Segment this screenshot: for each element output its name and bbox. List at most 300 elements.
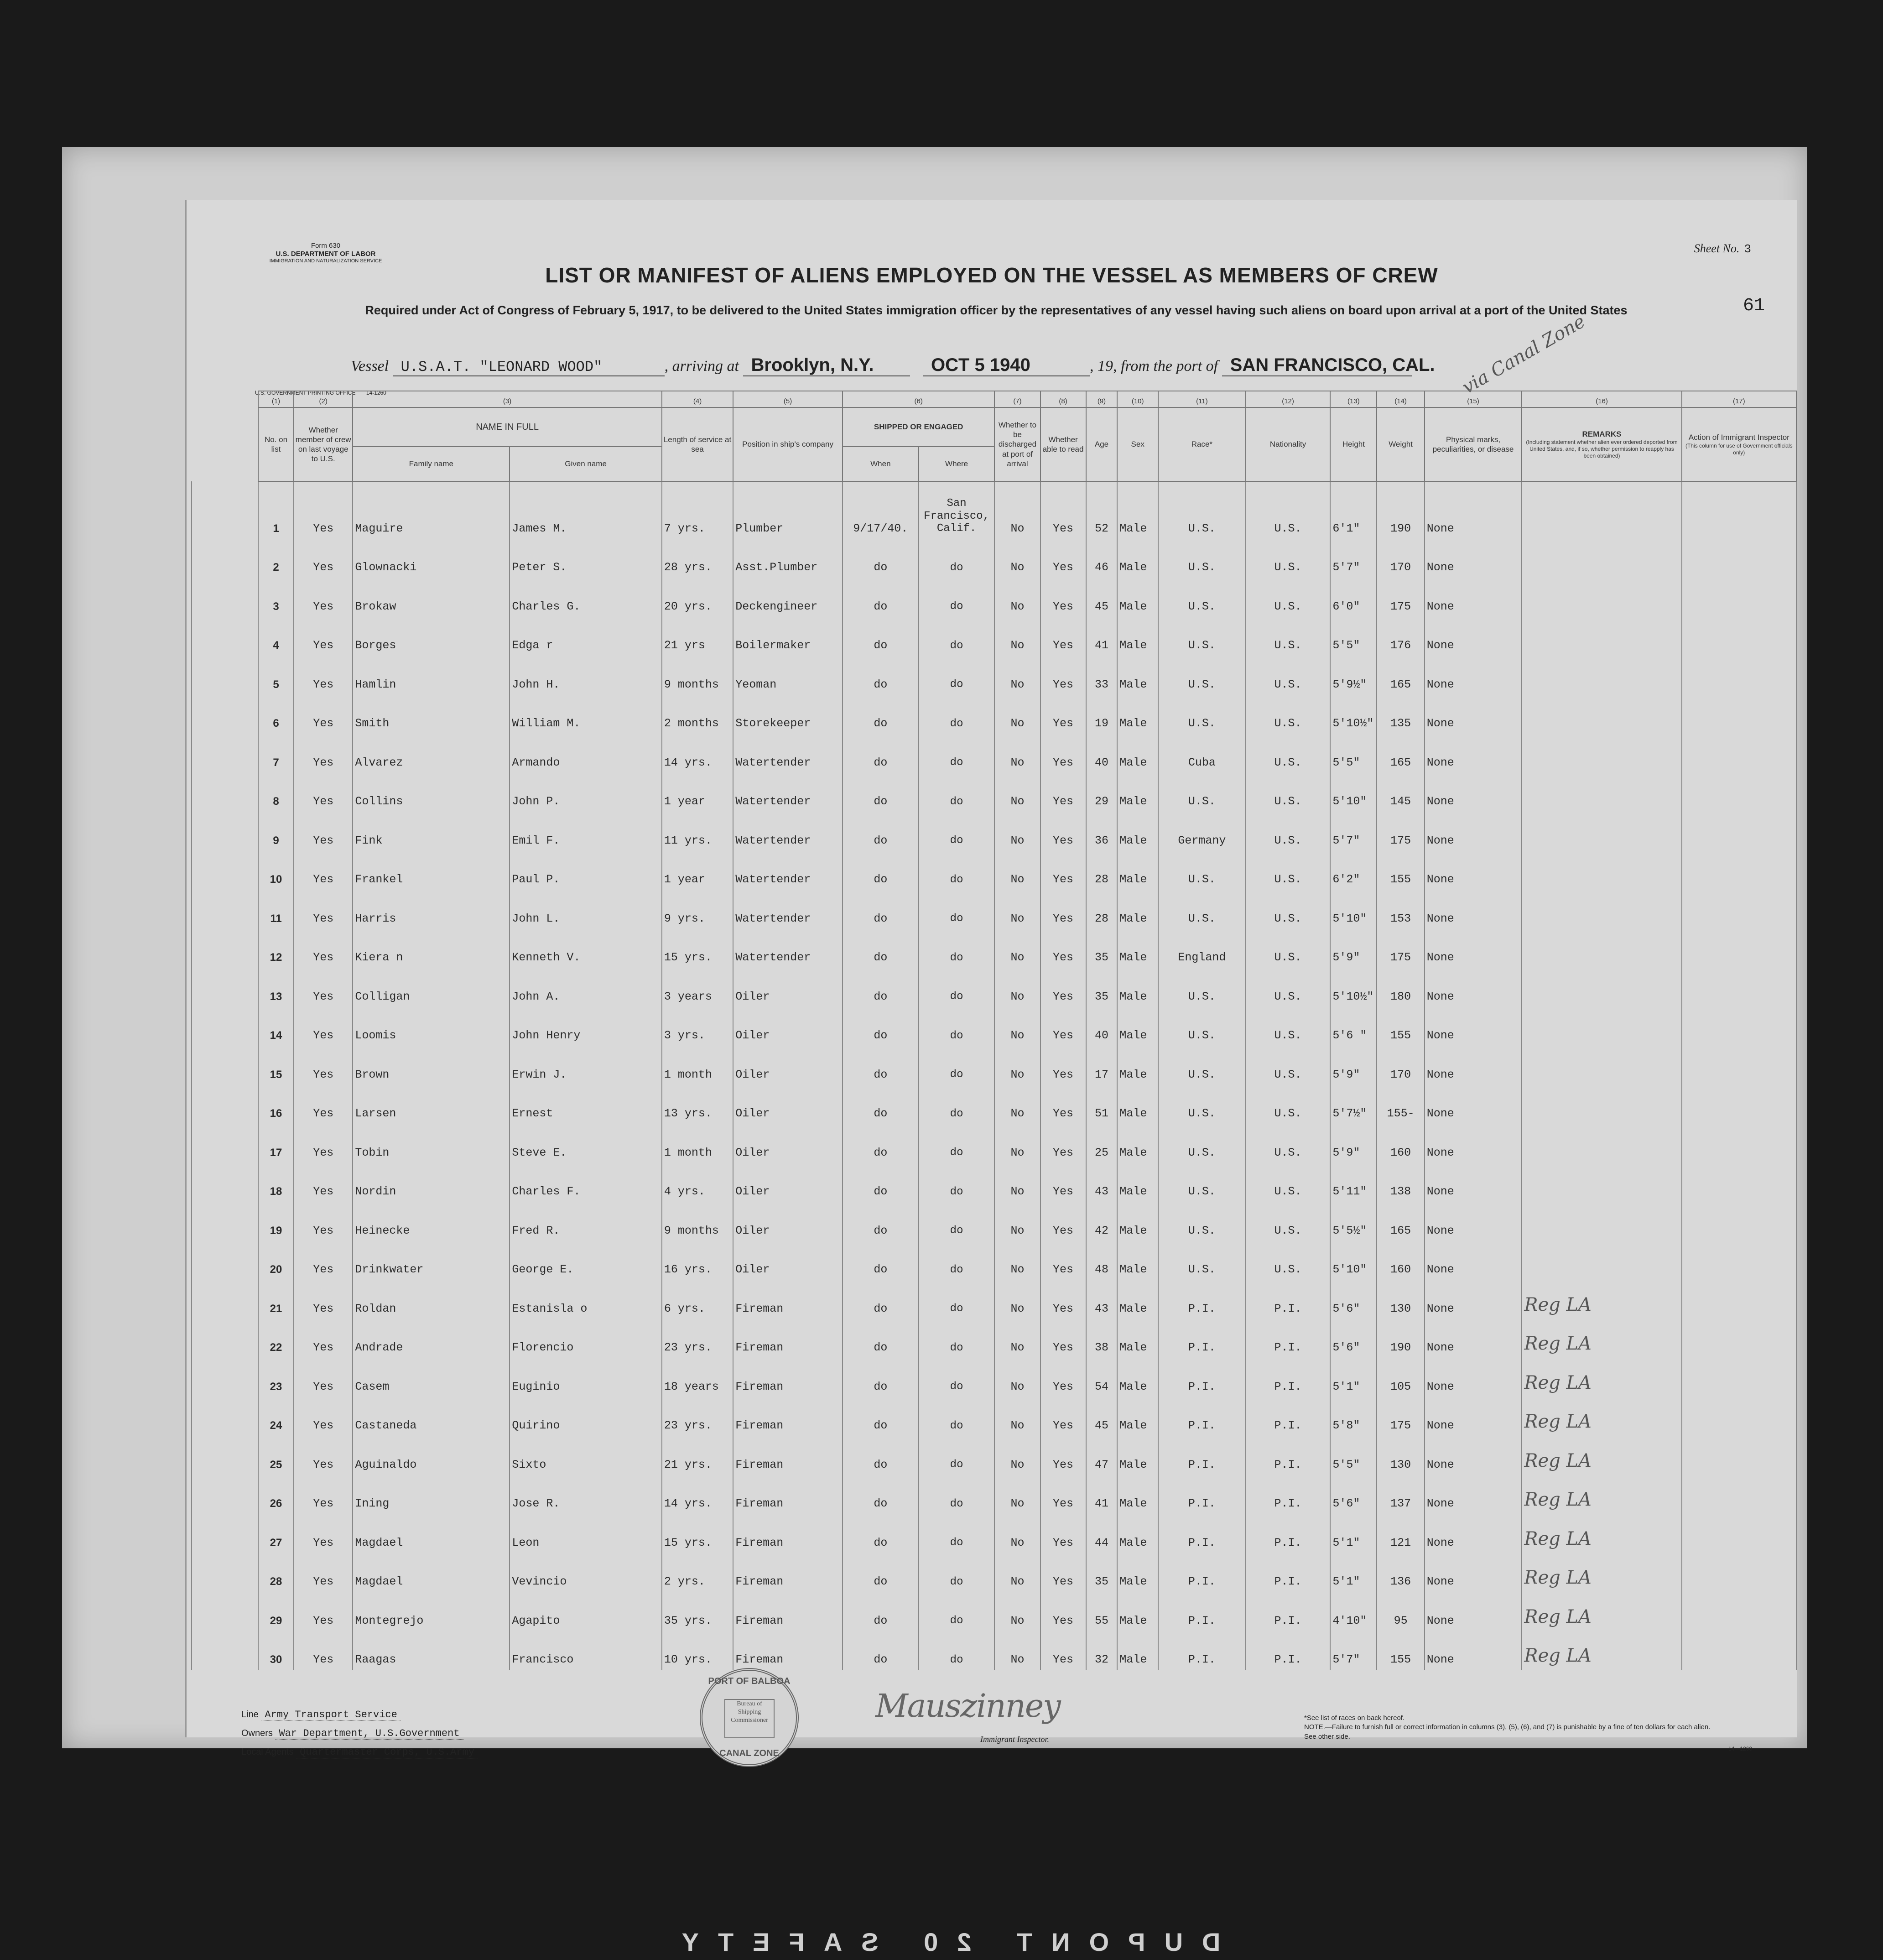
physical-marks-cell: None (1425, 656, 1522, 695)
crew-no-cell: 9 (258, 812, 294, 851)
family-name-cell: Aguinaldo (353, 1436, 510, 1475)
remarks-cell (1522, 1202, 1681, 1241)
sex-cell: Male (1117, 695, 1158, 734)
service-length-cell: 14 yrs. (662, 1475, 733, 1514)
age-cell: 55 (1086, 1592, 1118, 1631)
crew-last-voyage-cell: Yes (294, 1397, 353, 1436)
service-length-cell: 11 yrs. (662, 812, 733, 851)
weight-cell: 165 (1377, 1202, 1424, 1241)
discharge-cell: No (994, 929, 1040, 968)
race-cell: U.S. (1158, 1241, 1246, 1280)
height-cell: 5'10" (1330, 890, 1377, 929)
margin-cell (192, 968, 258, 1007)
crew-no-cell: 19 (258, 1202, 294, 1241)
port-seal-stamp: PORT OF BALBOA Bureau of Shipping Commissioner CANAL ZONE (700, 1668, 799, 1767)
margin-cell (192, 929, 258, 968)
margin-cell (192, 539, 258, 578)
physical-marks-cell: None (1425, 1436, 1522, 1475)
remarks-cell (1522, 617, 1681, 656)
race-cell: P.I. (1158, 1592, 1246, 1631)
crew-no-cell: 2 (258, 539, 294, 578)
family-name-cell: Colligan (353, 968, 510, 1007)
crew-last-voyage-cell: Yes (294, 890, 353, 929)
sex-cell: Male (1117, 1319, 1158, 1358)
able-to-read-cell: Yes (1040, 890, 1086, 929)
discharge-cell: No (994, 1436, 1040, 1475)
able-to-read-cell: Yes (1040, 1241, 1086, 1280)
sex-cell: Male (1117, 851, 1158, 890)
height-cell: 5'6" (1330, 1280, 1377, 1319)
discharge-cell: No (994, 1202, 1040, 1241)
able-to-read-cell: Yes (1040, 1592, 1086, 1631)
crew-last-voyage-cell: Yes (294, 812, 353, 851)
race-cell: P.I. (1158, 1280, 1246, 1319)
discharge-cell: No (994, 1358, 1040, 1397)
shipped-when-cell: do (843, 812, 919, 851)
shipped-where-cell: do (919, 1163, 995, 1202)
crew-no-cell: 26 (258, 1475, 294, 1514)
age-cell: 45 (1086, 1397, 1118, 1436)
position-cell: Fireman (733, 1358, 843, 1397)
remarks-cell (1522, 734, 1681, 773)
weight-cell: 136 (1377, 1553, 1424, 1592)
shipped-where-cell: do (919, 617, 995, 656)
able-to-read-cell: Yes (1040, 656, 1086, 695)
remarks-cell: Reg LA (1522, 1592, 1681, 1631)
race-cell: U.S. (1158, 1085, 1246, 1124)
col-discharge: Whether to be discharged at port of arrival (994, 407, 1040, 481)
margin-cell (192, 734, 258, 773)
nationality-cell: P.I. (1246, 1475, 1331, 1514)
vessel-name: U.S.A.T. "LEONARD WOOD" (393, 359, 665, 376)
family-name-cell: Raagas (353, 1631, 510, 1670)
position-cell: Watertender (733, 734, 843, 773)
age-cell: 40 (1086, 1007, 1118, 1046)
margin-cell (192, 1241, 258, 1280)
crew-last-voyage-cell: Yes (294, 968, 353, 1007)
family-name-cell: Casem (353, 1358, 510, 1397)
family-name-cell: Nordin (353, 1163, 510, 1202)
position-cell: Boilermaker (733, 617, 843, 656)
physical-marks-cell: None (1425, 1358, 1522, 1397)
shipped-where-cell: do (919, 1358, 995, 1397)
remarks-cell (1522, 695, 1681, 734)
age-cell: 33 (1086, 656, 1118, 695)
physical-marks-cell: None (1425, 1592, 1522, 1631)
margin-cell (192, 497, 258, 539)
inspector-action-cell (1682, 812, 1796, 851)
shipped-where-cell: do (919, 1280, 995, 1319)
margin-cell (192, 1007, 258, 1046)
position-cell: Oiler (733, 1085, 843, 1124)
remarks-cell (1522, 656, 1681, 695)
remarks-cell: Reg LA (1522, 1436, 1681, 1475)
discharge-cell: No (994, 1397, 1040, 1436)
crew-no-cell: 13 (258, 968, 294, 1007)
crew-row (192, 1631, 1796, 1670)
manifest-form (185, 200, 1797, 1758)
col-inspector-action: Action of Immigrant Inspector (This column for use of Government officials only) (1682, 407, 1796, 481)
given-name-cell: Quirino (510, 1397, 662, 1436)
given-name-cell: John L. (510, 890, 662, 929)
nationality-cell: P.I. (1246, 1319, 1331, 1358)
remarks-cell: Reg LA (1522, 1280, 1681, 1319)
shipped-when-cell: do (843, 617, 919, 656)
weight-cell: 121 (1377, 1514, 1424, 1553)
shipped-when-cell: do (843, 773, 919, 812)
age-cell: 28 (1086, 851, 1118, 890)
race-cell: U.S. (1158, 1124, 1246, 1163)
footnote: *See list of races on back hereof. NOTE.—Failure to furnish full or correct information in columns (3), (5), (6), and (7) is punishable by a fine of ten dollars for each alien. See other side. (1304, 1714, 1711, 1741)
inspector-action-cell (1682, 890, 1796, 929)
col-read: Whether able to read (1040, 407, 1086, 481)
height-cell: 5'10" (1330, 1241, 1377, 1280)
service-length-cell: 35 yrs. (662, 1592, 733, 1631)
given-name-cell: Kenneth V. (510, 929, 662, 968)
remarks-cell (1522, 1007, 1681, 1046)
nationality-cell: U.S. (1246, 851, 1331, 890)
shipped-when-cell: do (843, 1475, 919, 1514)
shipped-where-cell: San Francisco, Calif. (919, 497, 995, 539)
crew-row (192, 578, 1796, 617)
sex-cell: Male (1117, 1241, 1158, 1280)
col-where: Where (919, 447, 995, 481)
age-cell: 36 (1086, 812, 1118, 851)
service-length-cell: 1 month (662, 1046, 733, 1085)
able-to-read-cell: Yes (1040, 578, 1086, 617)
height-cell: 5'5½" (1330, 1202, 1377, 1241)
crew-last-voyage-cell: Yes (294, 1631, 353, 1670)
margin-cell (192, 1514, 258, 1553)
age-cell: 25 (1086, 1124, 1118, 1163)
age-cell: 19 (1086, 695, 1118, 734)
remarks-cell: Reg LA (1522, 1358, 1681, 1397)
crew-no-cell: 17 (258, 1124, 294, 1163)
service-length-cell: 2 yrs. (662, 1553, 733, 1592)
discharge-cell: No (994, 1475, 1040, 1514)
position-cell: Oiler (733, 1202, 843, 1241)
crew-last-voyage-cell: Yes (294, 1319, 353, 1358)
given-name-cell: Armando (510, 734, 662, 773)
crew-last-voyage-cell: Yes (294, 1163, 353, 1202)
shipped-where-cell: do (919, 539, 995, 578)
col-age: Age (1086, 407, 1118, 481)
nationality-cell: P.I. (1246, 1631, 1331, 1670)
given-name-cell: Emil F. (510, 812, 662, 851)
crew-no-cell: 21 (258, 1280, 294, 1319)
margin-cell (192, 1319, 258, 1358)
shipped-when-cell: do (843, 578, 919, 617)
height-cell: 5'11" (1330, 1163, 1377, 1202)
able-to-read-cell: Yes (1040, 1514, 1086, 1553)
height-cell: 5'6 " (1330, 1007, 1377, 1046)
position-cell: Watertender (733, 773, 843, 812)
given-name-cell: Francisco (510, 1631, 662, 1670)
sex-cell: Male (1117, 1007, 1158, 1046)
sex-cell: Male (1117, 1592, 1158, 1631)
crew-last-voyage-cell: Yes (294, 734, 353, 773)
given-name-cell: Steve E. (510, 1124, 662, 1163)
sex-cell: Male (1117, 1631, 1158, 1670)
inspector-label: Immigrant Inspector. (980, 1735, 1049, 1744)
nationality-cell: P.I. (1246, 1358, 1331, 1397)
height-cell: 5'9½" (1330, 656, 1377, 695)
col-remarks: REMARKS (Including statement whether alien ever ordered deported from United States, and, if so, whether permission to reapply has been obtained) (1522, 407, 1681, 481)
given-name-cell: Euginio (510, 1358, 662, 1397)
service-length-cell: 1 year (662, 851, 733, 890)
margin-cell (192, 1163, 258, 1202)
height-cell: 5'5" (1330, 734, 1377, 773)
crew-last-voyage-cell: Yes (294, 851, 353, 890)
able-to-read-cell: Yes (1040, 1202, 1086, 1241)
position-cell: Oiler (733, 1124, 843, 1163)
shipped-when-cell: do (843, 695, 919, 734)
able-to-read-cell: Yes (1040, 773, 1086, 812)
crew-row (192, 695, 1796, 734)
inspector-action-cell (1682, 497, 1796, 539)
weight-cell: 165 (1377, 656, 1424, 695)
weight-cell: 175 (1377, 812, 1424, 851)
crew-last-voyage-cell: Yes (294, 1124, 353, 1163)
race-cell: P.I. (1158, 1514, 1246, 1553)
position-cell: Fireman (733, 1553, 843, 1592)
height-cell: 5'5" (1330, 1436, 1377, 1475)
shipped-when-cell: do (843, 1085, 919, 1124)
discharge-cell: No (994, 773, 1040, 812)
remarks-cell (1522, 1241, 1681, 1280)
service-length-cell: 21 yrs. (662, 1436, 733, 1475)
inspector-action-cell (1682, 695, 1796, 734)
discharge-cell: No (994, 1046, 1040, 1085)
position-cell: Fireman (733, 1592, 843, 1631)
crew-last-voyage-cell: Yes (294, 1280, 353, 1319)
sex-cell: Male (1117, 656, 1158, 695)
margin-cell (192, 851, 258, 890)
physical-marks-cell: None (1425, 968, 1522, 1007)
nationality-cell: P.I. (1246, 1280, 1331, 1319)
able-to-read-cell: Yes (1040, 734, 1086, 773)
family-name-cell: Hamlin (353, 656, 510, 695)
sex-cell: Male (1117, 1475, 1158, 1514)
able-to-read-cell: Yes (1040, 1631, 1086, 1670)
given-name-cell: George E. (510, 1241, 662, 1280)
crew-row (192, 656, 1796, 695)
shipped-where-cell: do (919, 1592, 995, 1631)
sex-cell: Male (1117, 773, 1158, 812)
position-cell: Oiler (733, 968, 843, 1007)
shipped-where-cell: do (919, 812, 995, 851)
crew-no-cell: 30 (258, 1631, 294, 1670)
crew-no-cell: 7 (258, 734, 294, 773)
crew-row (192, 1007, 1796, 1046)
discharge-cell: No (994, 1514, 1040, 1553)
shipped-where-cell: do (919, 1631, 995, 1670)
physical-marks-cell: None (1425, 1085, 1522, 1124)
inspector-action-cell (1682, 1280, 1796, 1319)
race-cell: U.S. (1158, 656, 1246, 695)
family-name-cell: Castaneda (353, 1397, 510, 1436)
col-race: Race* (1158, 407, 1246, 481)
age-cell: 32 (1086, 1631, 1118, 1670)
race-cell: Germany (1158, 812, 1246, 851)
age-cell: 41 (1086, 1475, 1118, 1514)
service-length-cell: 28 yrs. (662, 539, 733, 578)
race-cell: England (1158, 929, 1246, 968)
service-length-cell: 15 yrs. (662, 1514, 733, 1553)
crew-row (192, 1553, 1796, 1592)
col-height: Height (1330, 407, 1377, 481)
crew-no-cell: 28 (258, 1553, 294, 1592)
family-name-cell: Magdael (353, 1514, 510, 1553)
shipped-when-cell: do (843, 1241, 919, 1280)
nationality-cell: U.S. (1246, 1241, 1331, 1280)
margin-cell (192, 1631, 258, 1670)
remarks-cell (1522, 1124, 1681, 1163)
crew-no-cell: 3 (258, 578, 294, 617)
family-name-cell: Roldan (353, 1280, 510, 1319)
discharge-cell: No (994, 890, 1040, 929)
race-cell: P.I. (1158, 1553, 1246, 1592)
crew-row (192, 773, 1796, 812)
margin-cell (192, 656, 258, 695)
margin-cell (192, 773, 258, 812)
inspector-action-cell (1682, 1631, 1796, 1670)
inspector-action-cell (1682, 1358, 1796, 1397)
nationality-cell: U.S. (1246, 695, 1331, 734)
crew-row (192, 929, 1796, 968)
age-cell: 17 (1086, 1046, 1118, 1085)
crew-last-voyage-cell: Yes (294, 695, 353, 734)
race-cell: U.S. (1158, 1202, 1246, 1241)
margin-cell (192, 890, 258, 929)
margin-cell (192, 578, 258, 617)
crew-row (192, 1085, 1796, 1124)
inspector-action-cell (1682, 578, 1796, 617)
family-name-cell: Brown (353, 1046, 510, 1085)
position-cell: Oiler (733, 1163, 843, 1202)
shipped-where-cell: do (919, 1085, 995, 1124)
crew-no-cell: 4 (258, 617, 294, 656)
physical-marks-cell: None (1425, 578, 1522, 617)
family-name-cell: Drinkwater (353, 1241, 510, 1280)
crew-row (192, 1319, 1796, 1358)
height-cell: 5'1" (1330, 1358, 1377, 1397)
margin-cell (192, 1046, 258, 1085)
physical-marks-cell: None (1425, 1046, 1522, 1085)
given-name-cell: John P. (510, 773, 662, 812)
physical-marks-cell: None (1425, 890, 1522, 929)
service-length-cell: 13 yrs. (662, 1085, 733, 1124)
height-cell: 5'7" (1330, 812, 1377, 851)
family-name-cell: Brokaw (353, 578, 510, 617)
shipped-where-cell: do (919, 1046, 995, 1085)
given-name-cell: Paul P. (510, 851, 662, 890)
nationality-cell: U.S. (1246, 497, 1331, 539)
inspector-action-cell (1682, 734, 1796, 773)
crew-no-cell: 1 (258, 497, 294, 539)
inspector-action-cell (1682, 539, 1796, 578)
col-service: Length of service at sea (662, 407, 733, 481)
inspector-action-cell (1682, 773, 1796, 812)
physical-marks-cell: None (1425, 773, 1522, 812)
arrival-date: OCT 5 1940 (923, 355, 1090, 376)
crew-no-cell: 22 (258, 1319, 294, 1358)
physical-marks-cell: None (1425, 851, 1522, 890)
crew-no-cell: 15 (258, 1046, 294, 1085)
crew-last-voyage-cell: Yes (294, 1553, 353, 1592)
nationality-cell: U.S. (1246, 578, 1331, 617)
crew-row (192, 1163, 1796, 1202)
sex-cell: Male (1117, 578, 1158, 617)
position-cell: Plumber (733, 497, 843, 539)
shipped-where-cell: do (919, 1007, 995, 1046)
able-to-read-cell: Yes (1040, 1358, 1086, 1397)
able-to-read-cell: Yes (1040, 812, 1086, 851)
nationality-cell: U.S. (1246, 539, 1331, 578)
col-weight: Weight (1377, 407, 1424, 481)
height-cell: 4'10" (1330, 1592, 1377, 1631)
crew-last-voyage-cell: Yes (294, 656, 353, 695)
col-sex: Sex (1117, 407, 1158, 481)
crew-no-cell: 29 (258, 1592, 294, 1631)
crew-row (192, 617, 1796, 656)
shipped-when-cell: do (843, 539, 919, 578)
age-cell: 51 (1086, 1085, 1118, 1124)
sex-cell: Male (1117, 1085, 1158, 1124)
shipped-when-cell: do (843, 1553, 919, 1592)
weight-cell: 95 (1377, 1592, 1424, 1631)
owner-info: Line Army Transport Service Owners War Department, U.S.Government Local Agents Quartermaster Corps, U.S.Army (241, 1705, 478, 1762)
service-length-cell: 20 yrs. (662, 578, 733, 617)
weight-cell: 155 (1377, 1631, 1424, 1670)
age-cell: 38 (1086, 1319, 1118, 1358)
nationality-cell: P.I. (1246, 1514, 1331, 1553)
physical-marks-cell: None (1425, 1007, 1522, 1046)
able-to-read-cell: Yes (1040, 1124, 1086, 1163)
physical-marks-cell: None (1425, 539, 1522, 578)
able-to-read-cell: Yes (1040, 968, 1086, 1007)
service-length-cell: 7 yrs. (662, 497, 733, 539)
sex-cell: Male (1117, 812, 1158, 851)
height-cell: 6'1" (1330, 497, 1377, 539)
crew-row (192, 1241, 1796, 1280)
shipped-when-cell: do (843, 1163, 919, 1202)
inspector-action-cell (1682, 1592, 1796, 1631)
discharge-cell: No (994, 1280, 1040, 1319)
crew-row (192, 812, 1796, 851)
crew-last-voyage-cell: Yes (294, 1007, 353, 1046)
crew-row (192, 1514, 1796, 1553)
remarks-cell: Reg LA (1522, 1514, 1681, 1553)
departure-port: SAN FRANCISCO, CAL. (1222, 355, 1412, 376)
shipped-where-cell: do (919, 1202, 995, 1241)
sex-cell: Male (1117, 539, 1158, 578)
race-cell: U.S. (1158, 1046, 1246, 1085)
crew-no-cell: 14 (258, 1007, 294, 1046)
able-to-read-cell: Yes (1040, 1319, 1086, 1358)
shipped-where-cell: do (919, 1553, 995, 1592)
race-cell: U.S. (1158, 578, 1246, 617)
nationality-cell: P.I. (1246, 1592, 1331, 1631)
service-length-cell: 9 yrs. (662, 890, 733, 929)
shipped-where-cell: do (919, 695, 995, 734)
crew-no-cell: 12 (258, 929, 294, 968)
crew-no-cell: 11 (258, 890, 294, 929)
family-name-cell: Heinecke (353, 1202, 510, 1241)
crew-no-cell: 5 (258, 656, 294, 695)
weight-cell: 155- (1377, 1085, 1424, 1124)
given-name-cell: Edga r (510, 617, 662, 656)
